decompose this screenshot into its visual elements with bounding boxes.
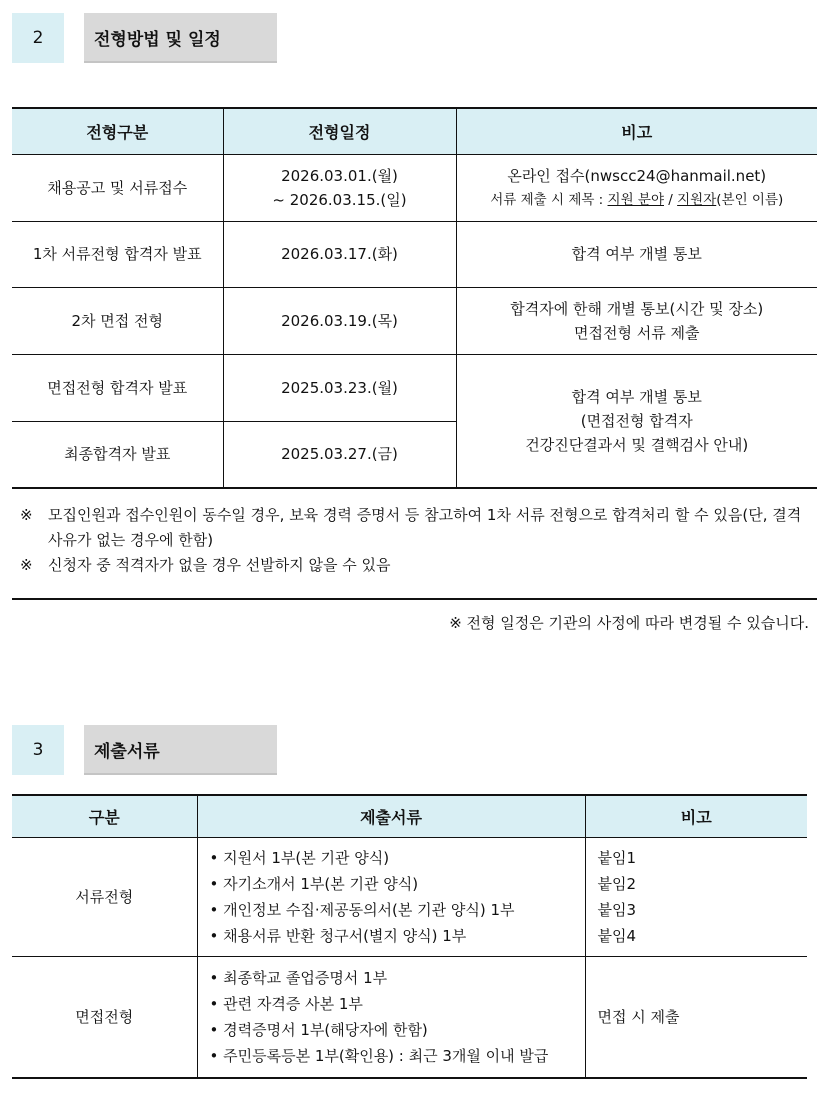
date-cell: 2026.03.17.(화): [223, 221, 456, 287]
note-cell: [456, 354, 817, 488]
reference-mark: ※: [20, 506, 33, 524]
section-title: 제출서류: [84, 725, 277, 775]
column-header: 비고: [585, 795, 807, 837]
date-cell: 2025.03.27.(금): [223, 421, 456, 488]
table-row: [12, 221, 817, 287]
section-title: 전형방법 및 일정: [84, 13, 277, 63]
section-number: 3: [12, 725, 64, 775]
note-underlined: 지원 분야: [607, 191, 664, 208]
table-row: [12, 287, 817, 354]
column-header: 구분: [12, 795, 197, 837]
table-row: [12, 956, 807, 1078]
section-number: 2: [12, 13, 64, 63]
date-line: 2026.03.01.(월): [281, 166, 398, 185]
date-cell: 2025.03.23.(월): [223, 354, 456, 421]
note-underlined: 지원자: [677, 191, 717, 208]
note-text: 모집인원과 접수인원이 동수일 경우, 보육 경력 증명서 등 참고하여 1차 서류 전형으로 합격처리 할 수 있음(단, 결격사유가 없는 경우에 한함): [48, 506, 802, 549]
column-header: 전형구분: [12, 108, 223, 154]
table-row: [12, 354, 817, 421]
date-cell: 2026.03.19.(목): [223, 287, 456, 354]
divider: [12, 598, 817, 600]
note-text: 신청자 중 적격자가 없을 경우 선발하지 않을 수 있음: [48, 556, 391, 574]
stage-cell: 채용공고 및 서류접수: [12, 154, 223, 221]
remark-item: 붙임3: [597, 900, 637, 919]
note-cell: [456, 154, 817, 221]
note-cell: 합격 여부 개별 통보: [456, 221, 817, 287]
document-item: • 채용서류 반환 청구서(별지 양식) 1부: [209, 926, 467, 945]
document-item: • 자기소개서 1부(본 기관 양식): [209, 874, 419, 893]
note-item: [20, 553, 810, 578]
notes-block: [20, 503, 810, 578]
remark-item: 붙임1: [597, 848, 637, 867]
document-item: • 주민등록등본 1부(확인용) : 최근 3개월 이내 발급: [209, 1046, 549, 1065]
remark-item: 붙임2: [597, 874, 637, 893]
note-line: 온라인 접수(nwscc24@hanmail.net): [507, 166, 767, 185]
table-row: [12, 837, 807, 956]
note-line: 합격 여부 개별 통보: [571, 387, 702, 406]
document-item: • 지원서 1부(본 기관 양식): [209, 848, 390, 867]
note-text: 서류 제출 시 제목 :: [490, 191, 608, 208]
date-cell: [223, 154, 456, 221]
table-row: [12, 154, 817, 221]
schedule-table: [12, 107, 817, 489]
remarks-cell: 면접 시 제출: [585, 956, 807, 1078]
note-line: 건강진단결과서 및 결핵검사 안내): [525, 435, 749, 454]
stage-cell: 1차 서류전형 합격자 발표: [12, 221, 223, 287]
column-header: 전형일정: [223, 108, 456, 154]
stage-cell: 2차 면접 전형: [12, 287, 223, 354]
documents-table: [12, 794, 807, 1079]
remark-item: 붙임4: [597, 926, 637, 945]
document-item: • 개인정보 수집·제공동의서(본 기관 양식) 1부: [209, 900, 515, 919]
date-line: ~ 2026.03.15.(일): [272, 190, 407, 209]
stage-cell: 면접전형 합격자 발표: [12, 354, 223, 421]
note-item: [20, 503, 810, 553]
note-line: 합격자에 한해 개별 통보(시간 및 장소): [510, 299, 764, 318]
column-header: 제출서류: [197, 795, 585, 837]
column-header: 비고: [456, 108, 817, 154]
document-item: • 관련 자격증 사본 1부: [209, 994, 363, 1013]
category-cell: 서류전형: [12, 837, 197, 956]
category-cell: 면접전형: [12, 956, 197, 1078]
schedule-change-note: ※ 전형 일정은 기관의 사정에 따라 변경될 수 있습니다.: [449, 614, 809, 632]
document-item: • 최종학교 졸업증명서 1부: [209, 968, 388, 987]
note-cell: [456, 287, 817, 354]
documents-cell: [197, 837, 585, 956]
note-line: (면접전형 합격자: [580, 411, 693, 430]
note-text: (본인 이름): [716, 191, 784, 208]
note-text: /: [664, 191, 678, 208]
remarks-cell: [585, 837, 807, 956]
document-item: • 경력증명서 1부(해당자에 한함): [209, 1020, 428, 1039]
reference-mark: ※: [20, 556, 33, 574]
documents-cell: [197, 956, 585, 1078]
note-line: [461, 188, 814, 212]
stage-cell: 최종합격자 발표: [12, 421, 223, 488]
note-line: 면접전형 서류 제출: [574, 323, 700, 342]
